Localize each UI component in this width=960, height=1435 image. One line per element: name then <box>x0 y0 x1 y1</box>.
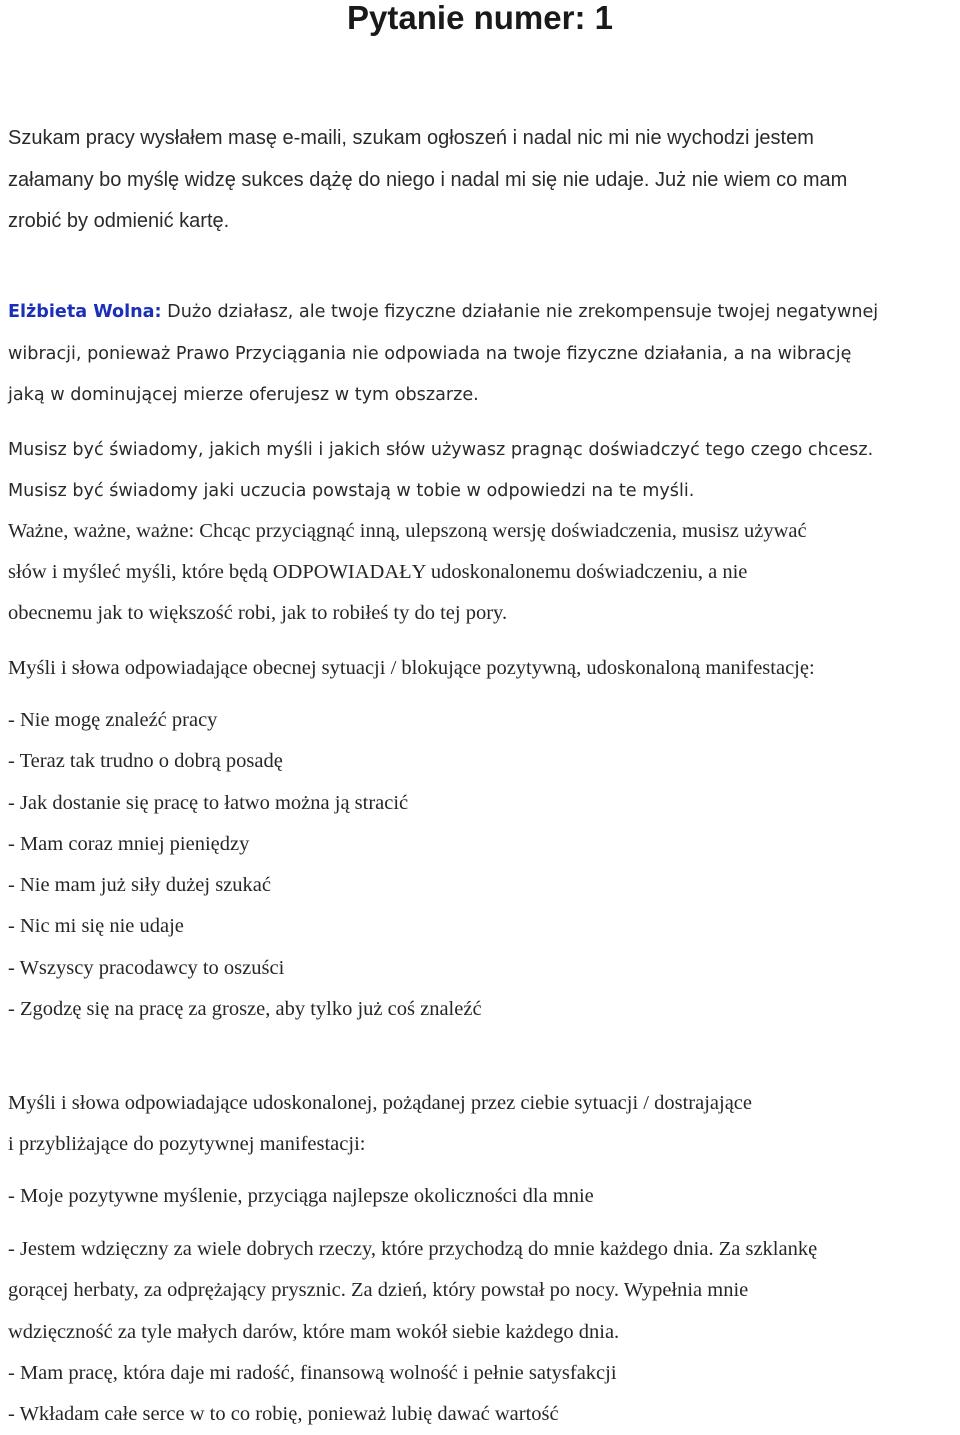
question-text <box>8 118 958 243</box>
answer-first-line <box>8 292 958 334</box>
author-name: Elżbieta Wolna: <box>8 302 162 322</box>
answer-first-line-text: Dużo działasz, ale twoje fizyczne działanie nie zrekompensuje twojej negatywnej <box>161 302 879 322</box>
important-line: Ważne, ważne, ważne: Chcąc przyciągnąć inną, ulepszoną wersję doświadczenia, musisz używać <box>8 520 807 542</box>
important-line: obecnemu jak to większość robi, jak to robiłeś ty do tej pory. <box>8 602 508 624</box>
negative-list <box>8 700 958 1030</box>
list-item: - Wkładam całe serce w to co robię, ponieważ lubię dawać wartość <box>8 1403 559 1426</box>
answer-line: wibracji, ponieważ Prawo Przyciągania nie odpowiada na twoje fizyczne działania, a na wibrację <box>8 343 852 364</box>
list-item: - Nie mogę znaleźć pracy <box>8 709 218 731</box>
page-title: Pytanie numer: 1 <box>347 0 613 36</box>
list-item: - Nie mam już siły dużej szukać <box>8 874 271 897</box>
list-item: - Zgodzę się na pracę za grosze, aby tylko już coś znaleźć <box>8 998 482 1021</box>
positive-heading-line: Myśli i słowa odpowiadające udoskonalonej, pożądanej przez ciebie sytuacji / dostrajające <box>8 1092 752 1114</box>
list-item: - Wszyscy pracodawcy to oszuści <box>8 956 285 979</box>
positive-first-item: - Moje pozytywne myślenie, przyciąga najlepsze okoliczności dla mnie <box>8 1185 594 1207</box>
list-item: - Nic mi się nie udaje <box>8 915 184 938</box>
list-item: wdzięczność za tyle małych darów, które mam wokół siebie każdego dnia. <box>8 1320 620 1343</box>
list-item: - Mam coraz mniej pieniędzy <box>8 832 250 855</box>
question-line: zrobić by odmienić kartę. <box>8 210 230 232</box>
list-item: - Jak dostanie się pracę to łatwo można ją stracić <box>8 791 409 814</box>
awareness-line: Musisz być świadomy jaki uczucia powstają w tobie w odpowiedzi na te myśli. <box>8 481 695 501</box>
question-line: Szukam pracy wysłałem masę e-maili, szukam ogłoszeń i nadal nic mi nie wychodzi jestem <box>8 127 814 149</box>
awareness-paragraph <box>8 430 958 512</box>
list-item: - Mam pracę, która daje mi radość, finansową wolność i pełnie satysfakcji <box>8 1361 617 1384</box>
list-item: - Teraz tak trudno o dobrą posadę <box>8 750 283 773</box>
positive-heading-line: i przybliżające do pozytywnej manifestacji: <box>8 1133 366 1155</box>
important-line: słów i myśleć myśli, które będą ODPOWIADAŁY udoskonalonemu doświadczeniu, a nie <box>8 561 748 583</box>
important-paragraph <box>8 511 958 634</box>
positive-list <box>8 1229 958 1435</box>
positive-heading <box>8 1083 958 1165</box>
list-item: gorącej herbaty, za odprężający prysznic. Za dzień, który powstał po nocy. Wypełnia mnie <box>8 1279 749 1302</box>
answer-line: jaką w dominującej mierze oferujesz w tym obszarze. <box>8 385 479 405</box>
list-item: - Jestem wdzięczny za wiele dobrych rzeczy, które przychodzą do mnie każdego dnia. Za szklankę <box>8 1238 818 1260</box>
awareness-line: Musisz być świadomy, jakich myśli i jakich słów używasz pragnąc doświadczyć tego czego chcesz. <box>8 440 874 460</box>
negative-heading: Myśli i słowa odpowiadające obecnej sytuacji / blokujące pozytywną, udoskonaloną manifestację: <box>8 657 815 679</box>
answer-paragraph <box>8 292 958 417</box>
question-line: załamany bo myślę widzę sukces dążę do niego i nadal mi się nie udaje. Już nie wiem co mam <box>8 168 848 191</box>
